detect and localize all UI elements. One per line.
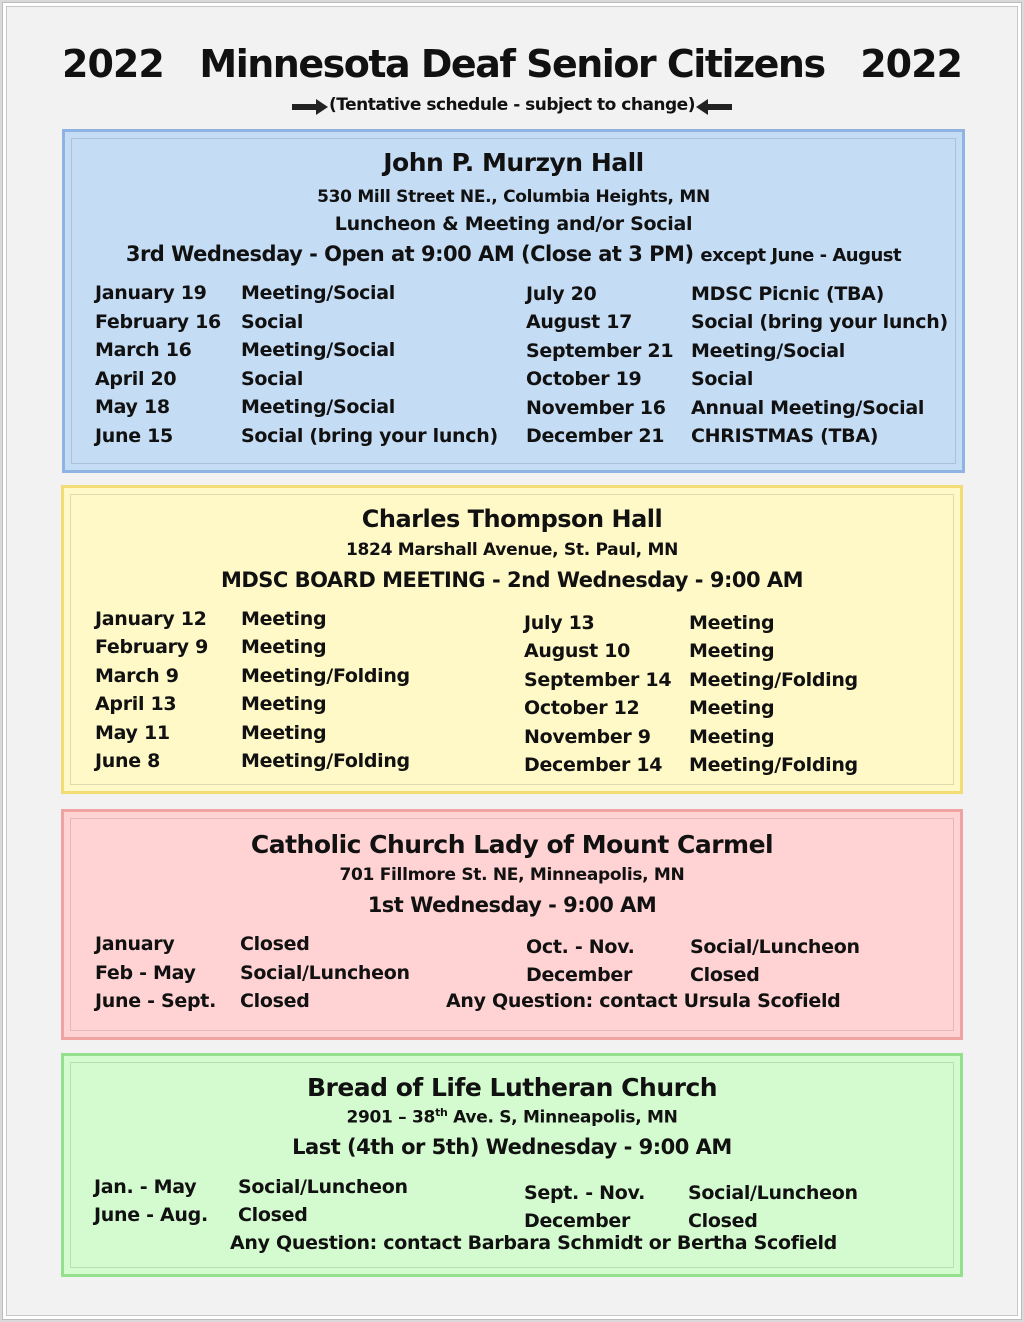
schedule-event: Meeting	[241, 636, 327, 658]
schedule-event: Meeting	[241, 693, 327, 715]
thompson-hall-section	[61, 485, 963, 794]
schedule-event: Social (bring your lunch)	[241, 425, 498, 447]
schedule-event: Meeting/Social	[241, 396, 395, 418]
schedule-event: Social/Luncheon	[238, 1176, 408, 1198]
schedule-date: October 12	[524, 697, 640, 719]
schedule-date: December 14	[524, 754, 663, 776]
schedule-date: July 13	[524, 612, 595, 634]
schedule-date: Oct. - Nov.	[526, 936, 635, 958]
schedule-event: Closed	[688, 1210, 758, 1232]
schedule-event: Closed	[238, 1204, 308, 1226]
hall-schedule: MDSC BOARD MEETING - 2nd Wednesday - 9:00 AM	[220, 568, 804, 592]
schedule-event: Annual Meeting/Social	[691, 397, 925, 419]
schedule-date: February 16	[95, 311, 221, 333]
schedule-event: Social/Luncheon	[690, 936, 860, 958]
schedule-event: Social	[241, 311, 304, 333]
schedule-event: Meeting/Folding	[689, 754, 858, 776]
schedule-event: Social (bring your lunch)	[691, 311, 948, 333]
schedule-event: CHRISTMAS (TBA)	[691, 425, 879, 447]
schedule-event: Social/Luncheon	[240, 962, 410, 984]
contact-note: Any Question: contact Ursula Scofield	[446, 990, 841, 1012]
address-part: 2901 – 38	[346, 1107, 436, 1128]
schedule-event: Closed	[690, 964, 760, 986]
year-left: 2022	[62, 42, 164, 86]
schedule-event: Closed	[240, 990, 310, 1012]
hall-activity: Luncheon & Meeting and/or Social	[334, 213, 693, 235]
schedule-event: Meeting/Social	[241, 339, 395, 361]
schedule-date: January 12	[95, 608, 207, 630]
schedule-date: March 16	[95, 339, 192, 361]
schedule-date: November 16	[526, 397, 666, 419]
schedule-event: Meeting	[689, 726, 775, 748]
schedule-date: March 9	[95, 665, 179, 687]
schedule-date: May 11	[95, 722, 170, 744]
address-superscript: th	[435, 1106, 448, 1119]
schedule-event: Meeting/Social	[241, 282, 395, 304]
schedule-event: Meeting	[241, 608, 327, 630]
schedule-date: November 9	[524, 726, 651, 748]
schedule-date: August 10	[524, 640, 631, 662]
church-schedule: Last (4th or 5th) Wednesday - 9:00 AM	[292, 1135, 732, 1159]
contact-note: Any Question: contact Barbara Schmidt or Bertha Scofield	[230, 1232, 837, 1254]
schedule-event: Social	[691, 368, 754, 390]
hall-address: 1824 Marshall Avenue, St. Paul, MN	[345, 540, 679, 560]
arrow-left-icon	[696, 99, 732, 115]
schedule-event: Meeting	[689, 640, 775, 662]
address-part: Ave. S, Minneapolis, MN	[447, 1107, 678, 1128]
schedule-date: June 8	[95, 750, 161, 772]
bread-of-life-section	[61, 1053, 963, 1277]
schedule-date: February 9	[95, 636, 209, 658]
church-name: Bread of Life Lutheran Church	[306, 1073, 718, 1102]
church-schedule: 1st Wednesday - 9:00 AM	[367, 893, 657, 917]
schedule-event: Meeting/Folding	[689, 669, 858, 691]
schedule-date: September 14	[524, 669, 672, 691]
schedule-date: December	[526, 964, 633, 986]
schedule-event: Meeting/Folding	[241, 665, 410, 687]
subtitle: (Tentative schedule - subject to change)	[329, 95, 695, 115]
schedule-date: Sept. - Nov.	[524, 1182, 645, 1204]
murzyn-hall-section	[62, 129, 965, 473]
schedule-date: July 20	[526, 283, 597, 305]
schedule-event: Meeting	[689, 697, 775, 719]
schedule-date: April 20	[95, 368, 177, 390]
schedule-event: MDSC Picnic (TBA)	[691, 283, 884, 305]
page-title: Minnesota Deaf Senior Citizens	[199, 42, 825, 86]
church-address: 701 Fillmore St. NE, Minneapolis, MN	[339, 865, 685, 885]
schedule-date: June - Sept.	[95, 990, 216, 1012]
schedule-date: Jan. - May	[94, 1176, 197, 1198]
schedule-date: January 19	[95, 282, 207, 304]
church-name: Catholic Church Lady of Mount Carmel	[250, 830, 774, 859]
schedule-event: Meeting	[241, 722, 327, 744]
schedule-date: October 19	[526, 368, 642, 390]
schedule-event: Meeting/Social	[691, 340, 845, 362]
mount-carmel-section	[61, 809, 963, 1040]
year-right: 2022	[860, 42, 962, 86]
schedule-date: May 18	[95, 396, 170, 418]
schedule-event: Social/Luncheon	[688, 1182, 858, 1204]
schedule-text: 3rd Wednesday - Open at 9:00 AM (Close at 3 PM)	[125, 242, 694, 266]
schedule-event: Meeting	[689, 612, 775, 634]
hall-address: 530 Mill Street NE., Columbia Heights, MN	[317, 187, 710, 207]
schedule-date: January	[95, 933, 175, 955]
schedule-date: December 21	[526, 425, 665, 447]
schedule-note: except June - August	[700, 245, 902, 266]
schedule-date: September 21	[526, 340, 674, 362]
schedule-event: Meeting/Folding	[241, 750, 410, 772]
schedule-date: June 15	[95, 425, 173, 447]
schedule-event: Social	[241, 368, 304, 390]
hall-name: Charles Thompson Hall	[361, 505, 663, 533]
schedule-date: August 17	[526, 311, 633, 333]
church-address	[64, 1106, 960, 1128]
schedule-event: Closed	[240, 933, 310, 955]
hall-schedule	[65, 242, 962, 266]
schedule-date: June - Aug.	[94, 1204, 208, 1226]
schedule-date: December	[524, 1210, 631, 1232]
schedule-date: Feb - May	[95, 962, 196, 984]
hall-name: John P. Murzyn Hall	[383, 148, 644, 177]
schedule-date: April 13	[95, 693, 177, 715]
